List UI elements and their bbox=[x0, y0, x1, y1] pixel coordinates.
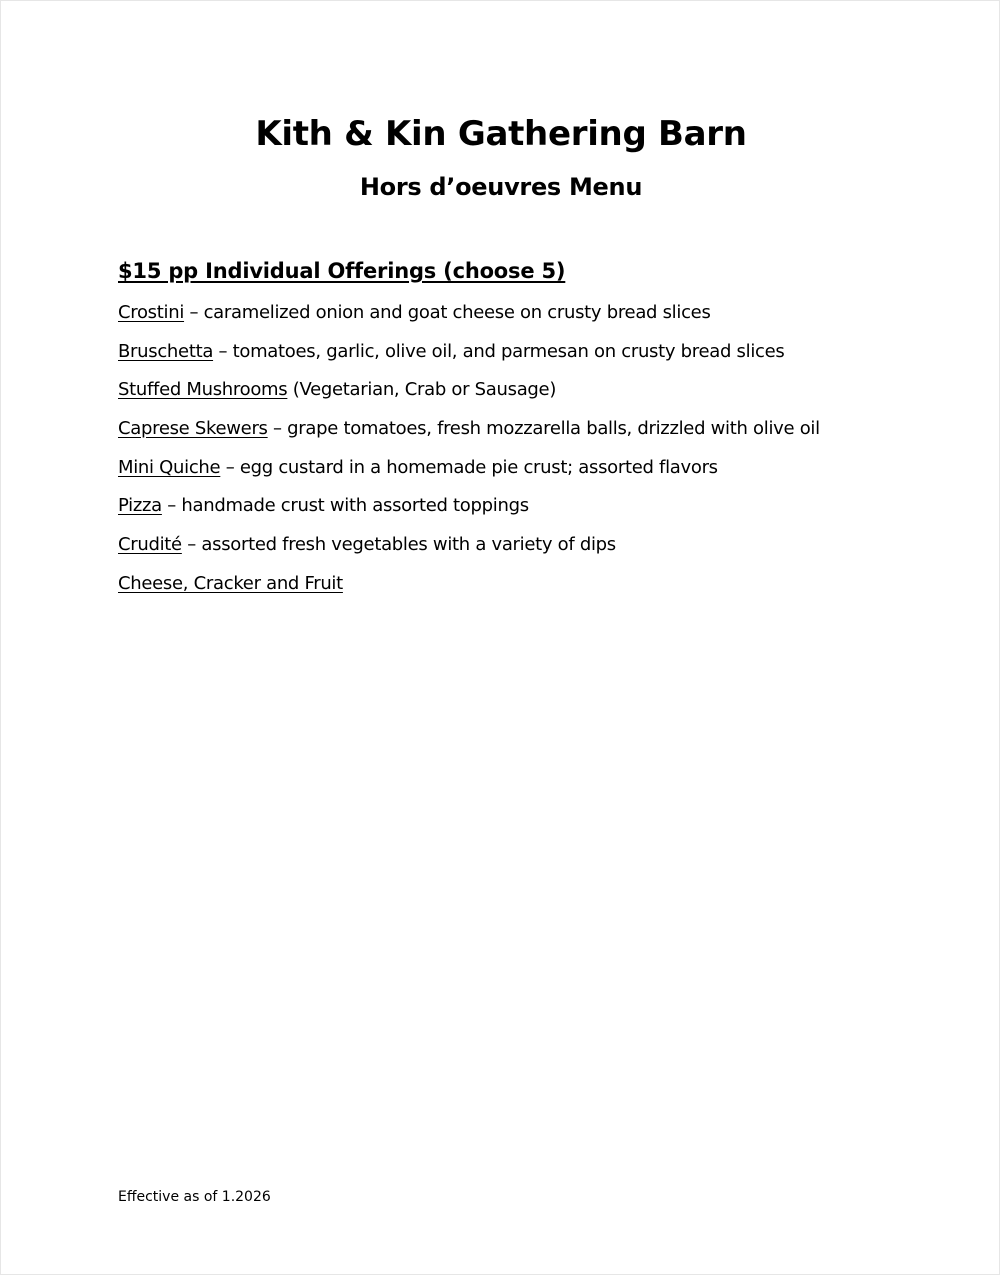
page-subtitle: Hors d’oeuvres Menu bbox=[359, 173, 643, 201]
menu-item-pizza bbox=[118, 491, 820, 530]
menu-item-name: Pizza bbox=[118, 495, 162, 517]
menu-item-description: – egg custard in a homemade pie crust; assorted flavors bbox=[220, 456, 718, 478]
menu-item-mini-quiche bbox=[118, 453, 820, 492]
menu-item-description: – caramelized onion and goat cheese on crusty bread slices bbox=[184, 302, 711, 323]
menu-item-cheese-cracker-fruit bbox=[118, 569, 820, 608]
menu-item-crudite bbox=[118, 530, 820, 569]
effective-date-footer: Effective as of 1.2026 bbox=[118, 1189, 271, 1205]
menu-item-name: Crostini bbox=[118, 302, 185, 323]
menu-item-name: Caprese Skewers bbox=[118, 418, 268, 440]
menu-item-stuffed-mushrooms bbox=[118, 375, 820, 414]
menu-item-crostini bbox=[118, 298, 820, 337]
menu-item-name: Stuffed Mushrooms bbox=[118, 379, 288, 401]
menu-item-description: – handmade crust with assorted toppings bbox=[161, 495, 529, 517]
menu-item-name: Bruschetta bbox=[118, 340, 214, 362]
menu-item-description: – assorted fresh vegetables with a variety of dips bbox=[181, 534, 616, 556]
menu-item-description: – grape tomatoes, fresh mozzarella balls, drizzled with olive oil bbox=[267, 418, 820, 440]
menu-item-bruschetta bbox=[118, 337, 820, 376]
menu-item-caprese-skewers bbox=[118, 414, 820, 453]
menu-item-description: (Vegetarian, Crab or Sausage) bbox=[287, 379, 557, 401]
page-title: Kith & Kin Gathering Barn bbox=[255, 114, 747, 154]
menu-items-list bbox=[118, 298, 820, 608]
section-heading: $15 pp Individual Offerings (choose 5) bbox=[118, 259, 566, 283]
menu-item-name: Crudité bbox=[118, 534, 182, 556]
menu-item-name: Mini Quiche bbox=[118, 456, 221, 478]
menu-item-name: Cheese, Cracker and Fruit bbox=[118, 572, 343, 594]
menu-item-description: – tomatoes, garlic, olive oil, and parmesan on crusty bread slices bbox=[213, 340, 785, 362]
